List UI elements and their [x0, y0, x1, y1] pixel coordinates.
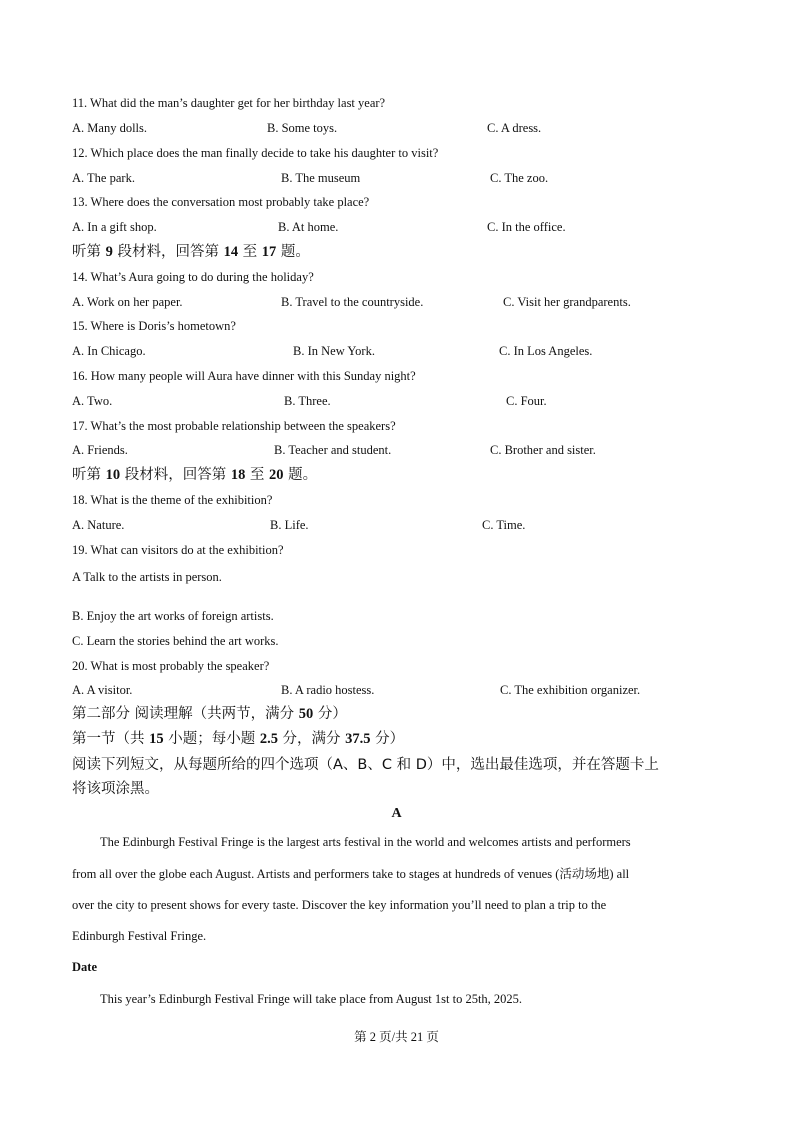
option-18c: C. Time. — [482, 518, 526, 532]
option-14b: B. Travel to the countryside. — [281, 295, 424, 309]
option-11c: C. A dress. — [487, 121, 542, 135]
option-12a: A. The park. — [72, 171, 135, 185]
question-13: 13. Where does the conversation most probably take place? — [72, 195, 370, 209]
option-20b: B. A radio hostess. — [281, 683, 375, 697]
option-16a: A. Two. — [72, 394, 113, 408]
option-17b: B. Teacher and student. — [274, 443, 392, 457]
passage-line-2: from all over the globe each August. Artists and performers take to stages at hundreds of venues (活动场地) all — [72, 867, 630, 881]
date-text: This year’s Edinburgh Festival Fringe will take place from August 1st to 25th, 2025. — [100, 992, 523, 1006]
date-heading: Date — [72, 960, 97, 974]
question-11: 11. What did the man’s daughter get for her birthday last year? — [72, 96, 386, 110]
part2-section1: 第一节（共 15 小题；每小题 2.5 分，满分 37.5 分） — [72, 731, 405, 747]
section-heading-9: 听第 9 段材料，回答第 14 至 17 题。 — [72, 244, 310, 260]
passage-line-4: Edinburgh Festival Fringe. — [72, 929, 207, 943]
option-13a: A. In a gift shop. — [72, 220, 157, 234]
passage-line-3: over the city to present shows for every taste. Discover the key information you’ll need to plan a trip to the — [72, 898, 607, 912]
part2-title: 第二部分 阅读理解（共两节，满分 50 分） — [72, 706, 347, 722]
option-20a: A. A visitor. — [72, 683, 133, 697]
page-footer: 第 2 页/共 21 页 — [354, 1030, 439, 1044]
option-12b: B. The museum — [281, 171, 361, 185]
option-17a: A. Friends. — [72, 443, 128, 457]
question-14: 14. What’s Aura going to do during the holiday? — [72, 270, 314, 284]
option-11a: A. Many dolls. — [72, 121, 147, 135]
option-14a: A. Work on her paper. — [72, 295, 183, 309]
option-14c: C. Visit her grandparents. — [503, 295, 631, 309]
part2-instruction-line1: 阅读下列短文，从每题所给的四个选项（A、B、C 和 D）中，选出最佳选项，并在答题卡上 — [72, 757, 659, 773]
option-19a: A Talk to the artists in person. — [72, 570, 222, 584]
option-11b: B. Some toys. — [267, 121, 338, 135]
option-16b: B. Three. — [284, 394, 331, 408]
passage-label: A — [391, 806, 402, 821]
section-heading-10: 听第 10 段材料，回答第 18 至 20 题。 — [72, 467, 318, 483]
option-17c: C. Brother and sister. — [490, 443, 596, 457]
question-16: 16. How many people will Aura have dinner with this Sunday night? — [72, 369, 416, 383]
passage-line-1: The Edinburgh Festival Fringe is the largest arts festival in the world and welcomes artists and performers — [100, 835, 631, 849]
option-15b: B. In New York. — [293, 344, 375, 358]
option-19b: B. Enjoy the art works of foreign artists. — [72, 609, 274, 623]
question-12: 12. Which place does the man finally decide to take his daughter to visit? — [72, 146, 439, 160]
option-13c: C. In the office. — [487, 220, 566, 234]
option-13b: B. At home. — [278, 220, 339, 234]
option-19c: C. Learn the stories behind the art works. — [72, 634, 279, 648]
option-15a: A. In Chicago. — [72, 344, 146, 358]
question-17: 17. What’s the most probable relationship between the speakers? — [72, 419, 396, 433]
option-18a: A. Nature. — [72, 518, 125, 532]
option-16c: C. Four. — [506, 394, 547, 408]
option-20c: C. The exhibition organizer. — [500, 683, 641, 697]
question-18: 18. What is the theme of the exhibition? — [72, 493, 273, 507]
option-18b: B. Life. — [270, 518, 309, 532]
question-19: 19. What can visitors do at the exhibition? — [72, 543, 284, 557]
option-15c: C. In Los Angeles. — [499, 344, 593, 358]
part2-instruction-line2: 将该项涂黑。 — [72, 781, 159, 797]
question-15: 15. Where is Doris’s hometown? — [72, 319, 236, 333]
option-12c: C. The zoo. — [490, 171, 549, 185]
question-20: 20. What is most probably the speaker? — [72, 659, 270, 673]
